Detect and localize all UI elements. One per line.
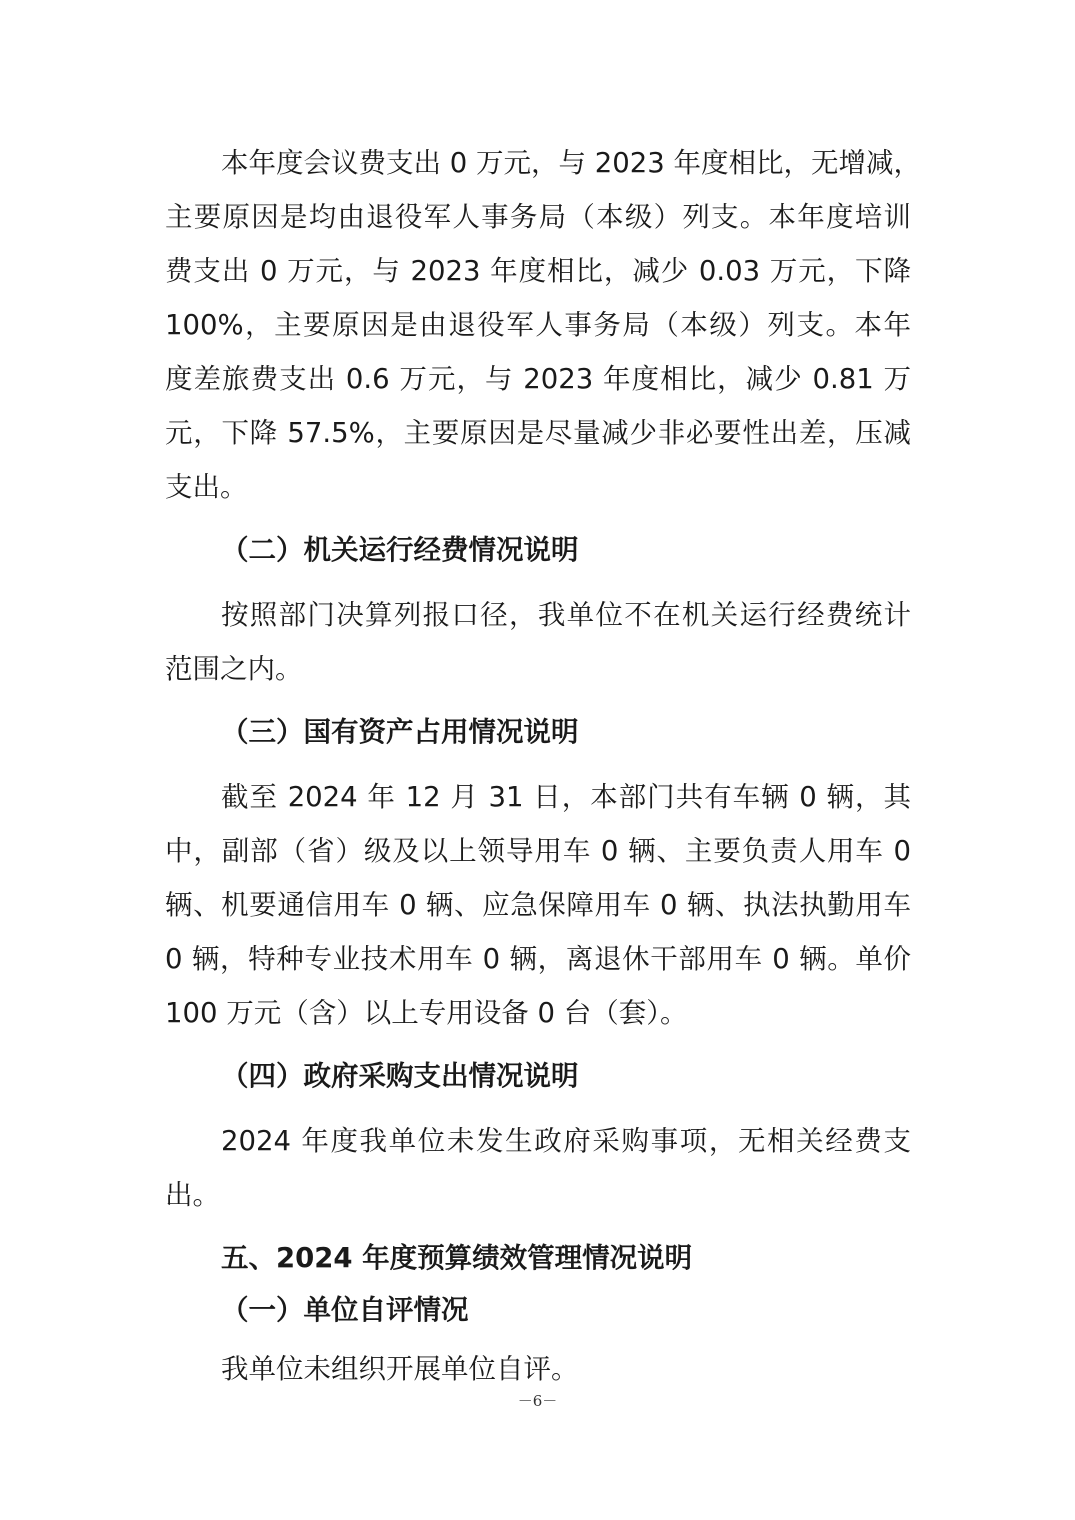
paragraph-line: 中，副部（省）级及以上领导用车 0 辆、主要负责人用车 0 <box>165 835 911 867</box>
section-heading-performance: 五、2024 年度预算绩效管理情况说明 <box>221 1242 693 1274</box>
paragraph-line: 2024 年度我单位未发生政府采购事项，无相关经费支 <box>221 1125 911 1157</box>
subheading-state-assets: （三）国有资产占用情况说明 <box>221 716 579 748</box>
paragraph-line: 费支出 0 万元，与 2023 年度相比，减少 0.03 万元，下降 <box>165 255 911 287</box>
document-body <box>165 136 921 1396</box>
paragraph-line: 100%，主要原因是由退役军人事务局（本级）列支。本年 <box>165 309 911 341</box>
paragraph-line: 0 辆，特种专业技术用车 0 辆，离退休干部用车 0 辆。单价 <box>165 943 911 975</box>
paragraph-line: 截至 2024 年 12 月 31 日，本部门共有车辆 0 辆，其 <box>221 781 911 813</box>
paragraph-line: 我单位未组织开展单位自评。 <box>221 1353 579 1385</box>
paragraph-line: 主要原因是均由退役军人事务局（本级）列支。本年度培训 <box>165 201 911 233</box>
subheading-self-evaluation: （一）单位自评情况 <box>221 1294 469 1326</box>
page-number: －6－ <box>517 1392 558 1410</box>
paragraph-line: 100 万元（含）以上专用设备 0 台（套）。 <box>165 997 688 1029</box>
paragraph-line: 本年度会议费支出 0 万元，与 2023 年度相比，无增减， <box>221 147 921 179</box>
paragraph-line: 出。 <box>165 1179 220 1211</box>
paragraph-line: 元，下降 57.5%，主要原因是尽量减少非必要性出差，压减 <box>165 417 911 449</box>
paragraph-line: 支出。 <box>165 471 248 503</box>
paragraph-line: 按照部门决算列报口径，我单位不在机关运行经费统计 <box>221 599 911 631</box>
subheading-procurement: （四）政府采购支出情况说明 <box>221 1060 579 1092</box>
paragraph-line: 度差旅费支出 0.6 万元，与 2023 年度相比，减少 0.81 万 <box>165 363 911 395</box>
paragraph-line: 辆、机要通信用车 0 辆、应急保障用车 0 辆、执法执勤用车 <box>165 889 911 921</box>
paragraph-line: 范围之内。 <box>165 653 303 685</box>
subheading-operating-costs: （二）机关运行经费情况说明 <box>221 534 579 566</box>
